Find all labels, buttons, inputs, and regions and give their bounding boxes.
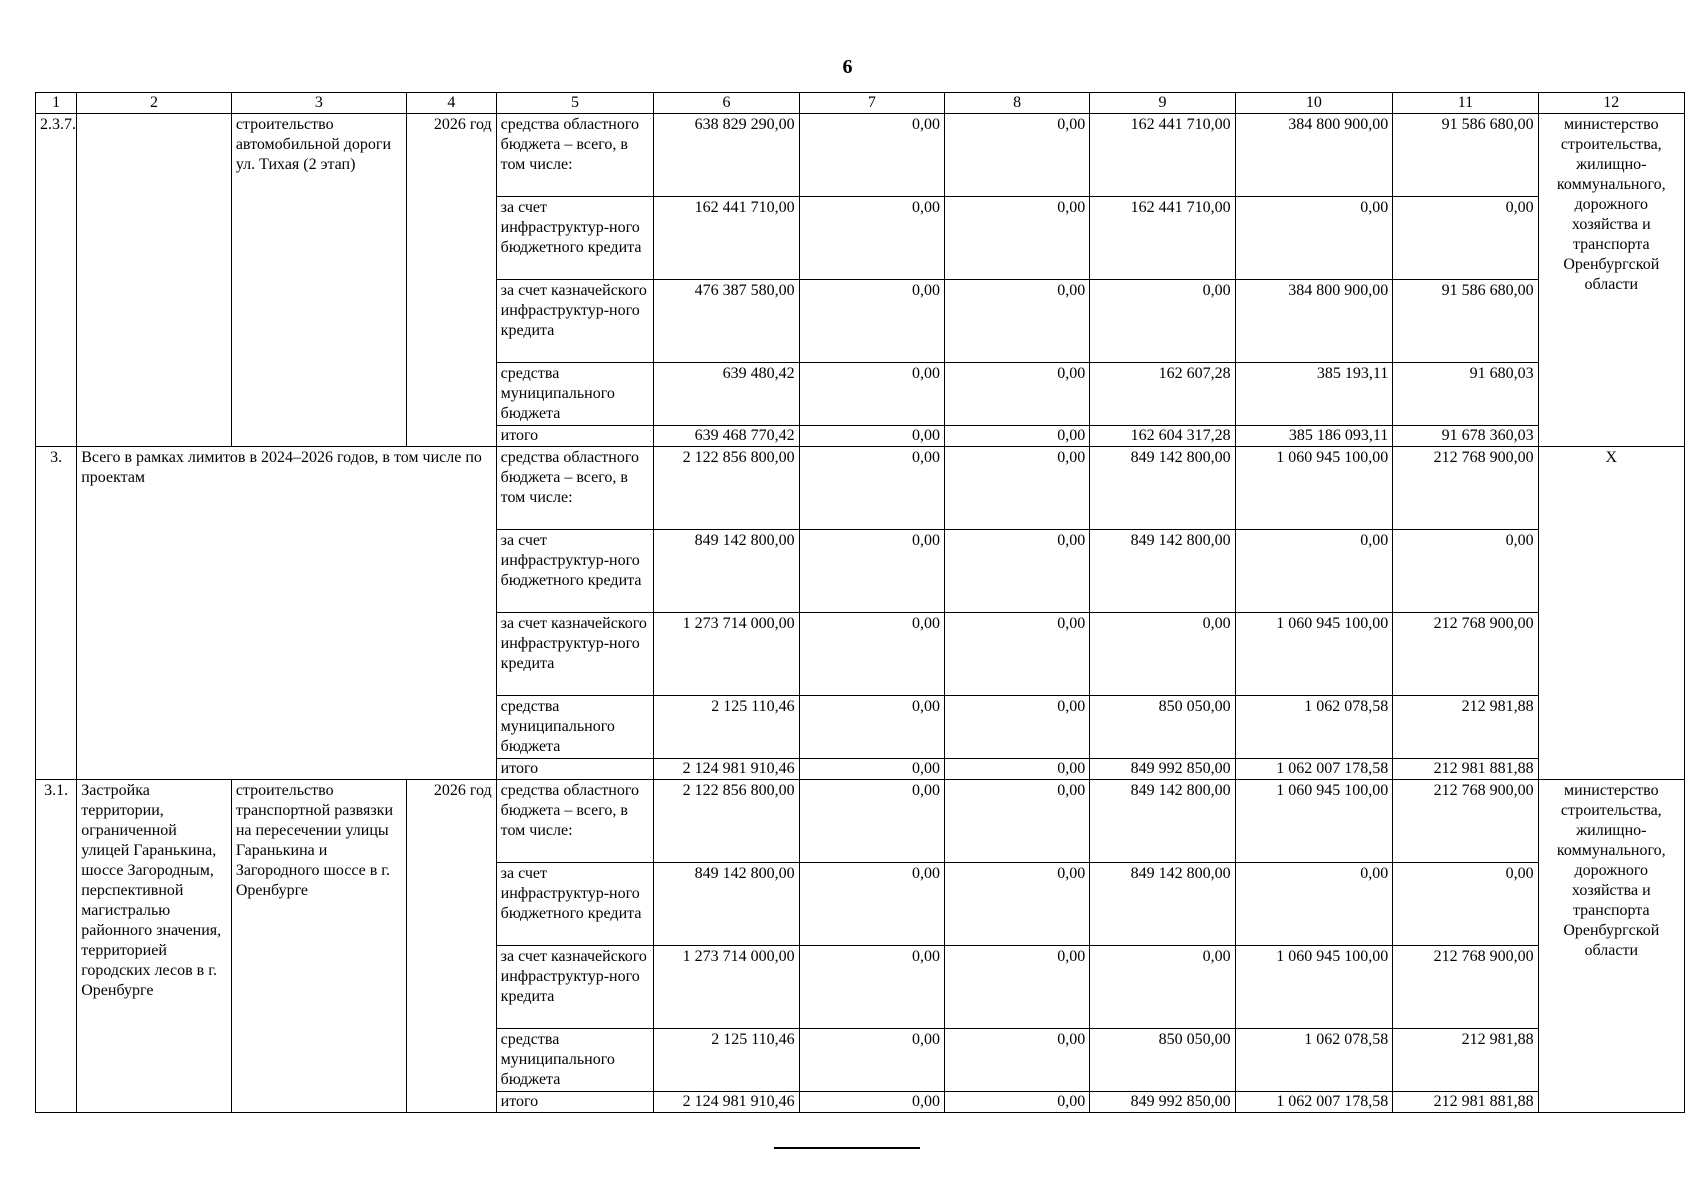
funding-source: итого [496,759,654,780]
column-number: 6 [654,93,799,114]
value-col8: 0,00 [944,447,1089,530]
value-col11: 212 768 900,00 [1393,447,1538,530]
value-col6: 1 273 714 000,00 [654,946,799,1029]
value-col7: 0,00 [799,696,944,759]
value-col10: 1 062 007 178,58 [1235,1092,1393,1113]
value-col10: 1 060 945 100,00 [1235,946,1393,1029]
value-col10: 1 060 945 100,00 [1235,780,1393,863]
value-col10: 384 800 900,00 [1235,280,1393,363]
value-col9: 0,00 [1090,613,1235,696]
year: 2026 год [407,780,497,1113]
value-col8: 0,00 [944,863,1089,946]
value-col9: 850 050,00 [1090,696,1235,759]
item-code: 3.1. [36,780,77,1113]
funding-source: за счет инфраструктур-ного бюджетного кредита [496,197,654,280]
value-col10: 0,00 [1235,197,1393,280]
value-col7: 0,00 [799,759,944,780]
value-col10: 1 060 945 100,00 [1235,613,1393,696]
table-row [36,447,1685,530]
value-col9: 162 604 317,28 [1090,426,1235,447]
value-col9: 0,00 [1090,280,1235,363]
value-col11: 212 981,88 [1393,1029,1538,1092]
value-col8: 0,00 [944,197,1089,280]
column-number: 8 [944,93,1089,114]
item-code: 3. [36,447,77,780]
value-col11: 212 768 900,00 [1393,946,1538,1029]
page-number: 6 [842,56,853,78]
value-col9: 849 992 850,00 [1090,1092,1235,1113]
column-number: 9 [1090,93,1235,114]
column-number: 5 [496,93,654,114]
value-col11: 212 981,88 [1393,696,1538,759]
column-number-row [36,93,1685,114]
column-number: 7 [799,93,944,114]
responsible-body: X [1538,447,1684,780]
funding-source: за счет казначейского инфраструктур-ного кредита [496,280,654,363]
funding-source: средства областного бюджета – всего, в том числе: [496,447,654,530]
value-col8: 0,00 [944,530,1089,613]
value-col6: 2 124 981 910,46 [654,759,799,780]
value-col10: 1 062 078,58 [1235,696,1393,759]
value-col8: 0,00 [944,426,1089,447]
value-col11: 0,00 [1393,863,1538,946]
value-col6: 638 829 290,00 [654,114,799,197]
value-col10: 385 186 093,11 [1235,426,1393,447]
value-col9: 162 607,28 [1090,363,1235,426]
value-col8: 0,00 [944,363,1089,426]
value-col9: 849 992 850,00 [1090,759,1235,780]
object-description: строительство автомобильной дороги ул. Тихая (2 этап) [231,114,406,447]
value-col10: 1 060 945 100,00 [1235,447,1393,530]
column-number: 1 [36,93,77,114]
funding-source: средства областного бюджета – всего, в том числе: [496,780,654,863]
value-col6: 476 387 580,00 [654,280,799,363]
year: 2026 год [407,114,497,447]
responsible-body: министерство строительства, жилищно-коммунального, дорожного хозяйства и транспорта Оренбургской области [1538,114,1684,447]
value-col6: 1 273 714 000,00 [654,613,799,696]
funding-source: за счет казначейского инфраструктур-ного кредита [496,613,654,696]
value-col8: 0,00 [944,780,1089,863]
value-col10: 1 062 007 178,58 [1235,759,1393,780]
value-col11: 91 678 360,03 [1393,426,1538,447]
value-col7: 0,00 [799,426,944,447]
value-col7: 0,00 [799,1092,944,1113]
value-col7: 0,00 [799,114,944,197]
value-col9: 162 441 710,00 [1090,197,1235,280]
funding-source: за счет инфраструктур-ного бюджетного кредита [496,530,654,613]
value-col9: 849 142 800,00 [1090,863,1235,946]
value-col7: 0,00 [799,863,944,946]
value-col11: 212 981 881,88 [1393,759,1538,780]
item-name: Застройка территории, ограниченной улицей Гаранькина, шоссе Загородным, перспективной магистралью районного значения, территорией городских лесов в г. Оренбурге [77,780,232,1113]
funding-source: средства муниципального бюджета [496,363,654,426]
funding-source: средства муниципального бюджета [496,1029,654,1092]
column-number: 10 [1235,93,1393,114]
value-col6: 639 480,42 [654,363,799,426]
value-col6: 162 441 710,00 [654,197,799,280]
value-col6: 639 468 770,42 [654,426,799,447]
funding-source: за счет инфраструктур-ного бюджетного кредита [496,863,654,946]
value-col6: 2 122 856 800,00 [654,447,799,530]
item-code: 2.3.7. [36,114,77,447]
value-col11: 0,00 [1393,197,1538,280]
value-col7: 0,00 [799,197,944,280]
value-col8: 0,00 [944,759,1089,780]
value-col11: 212 768 900,00 [1393,613,1538,696]
column-number: 12 [1538,93,1684,114]
responsible-body: министерство строительства, жилищно-коммунального, дорожного хозяйства и транспорта Оренбургской области [1538,780,1684,1113]
value-col8: 0,00 [944,1092,1089,1113]
value-col7: 0,00 [799,447,944,530]
value-col7: 0,00 [799,946,944,1029]
value-col9: 849 142 800,00 [1090,780,1235,863]
value-col11: 91 680,03 [1393,363,1538,426]
funding-source: итого [496,1092,654,1113]
value-col7: 0,00 [799,613,944,696]
funding-source: средства областного бюджета – всего, в том числе: [496,114,654,197]
value-col10: 385 193,11 [1235,363,1393,426]
object-description: строительство транспортной развязки на пересечении улицы Гаранькина и Загородного шоссе в г. Оренбурге [231,780,406,1113]
value-col8: 0,00 [944,696,1089,759]
value-col11: 91 586 680,00 [1393,114,1538,197]
value-col8: 0,00 [944,946,1089,1029]
value-col7: 0,00 [799,530,944,613]
value-col6: 2 122 856 800,00 [654,780,799,863]
value-col10: 1 062 078,58 [1235,1029,1393,1092]
bottom-rule [774,1147,920,1149]
column-number: 11 [1393,93,1538,114]
table-row [36,780,1685,863]
value-col6: 849 142 800,00 [654,863,799,946]
value-col6: 849 142 800,00 [654,530,799,613]
value-col8: 0,00 [944,114,1089,197]
value-col7: 0,00 [799,363,944,426]
value-col11: 0,00 [1393,530,1538,613]
value-col11: 212 768 900,00 [1393,780,1538,863]
value-col9: 162 441 710,00 [1090,114,1235,197]
value-col9: 850 050,00 [1090,1029,1235,1092]
column-number: 4 [407,93,497,114]
value-col9: 849 142 800,00 [1090,530,1235,613]
value-col11: 212 981 881,88 [1393,1092,1538,1113]
value-col9: 0,00 [1090,946,1235,1029]
value-col11: 91 586 680,00 [1393,280,1538,363]
funding-source: итого [496,426,654,447]
value-col8: 0,00 [944,1029,1089,1092]
value-col8: 0,00 [944,280,1089,363]
column-number: 3 [231,93,406,114]
table-row [36,114,1685,197]
value-col6: 2 124 981 910,46 [654,1092,799,1113]
column-number: 2 [77,93,232,114]
value-col7: 0,00 [799,1029,944,1092]
value-col10: 384 800 900,00 [1235,114,1393,197]
value-col9: 849 142 800,00 [1090,447,1235,530]
value-col7: 0,00 [799,780,944,863]
item-name [77,114,232,447]
funding-source: за счет казначейского инфраструктур-ного кредита [496,946,654,1029]
value-col10: 0,00 [1235,863,1393,946]
value-col8: 0,00 [944,613,1089,696]
item-name: Всего в рамках лимитов в 2024–2026 годов, в том числе по проектам [77,447,496,780]
value-col6: 2 125 110,46 [654,696,799,759]
budget-table [35,92,1685,1113]
funding-source: средства муниципального бюджета [496,696,654,759]
value-col6: 2 125 110,46 [654,1029,799,1092]
value-col7: 0,00 [799,280,944,363]
value-col10: 0,00 [1235,530,1393,613]
